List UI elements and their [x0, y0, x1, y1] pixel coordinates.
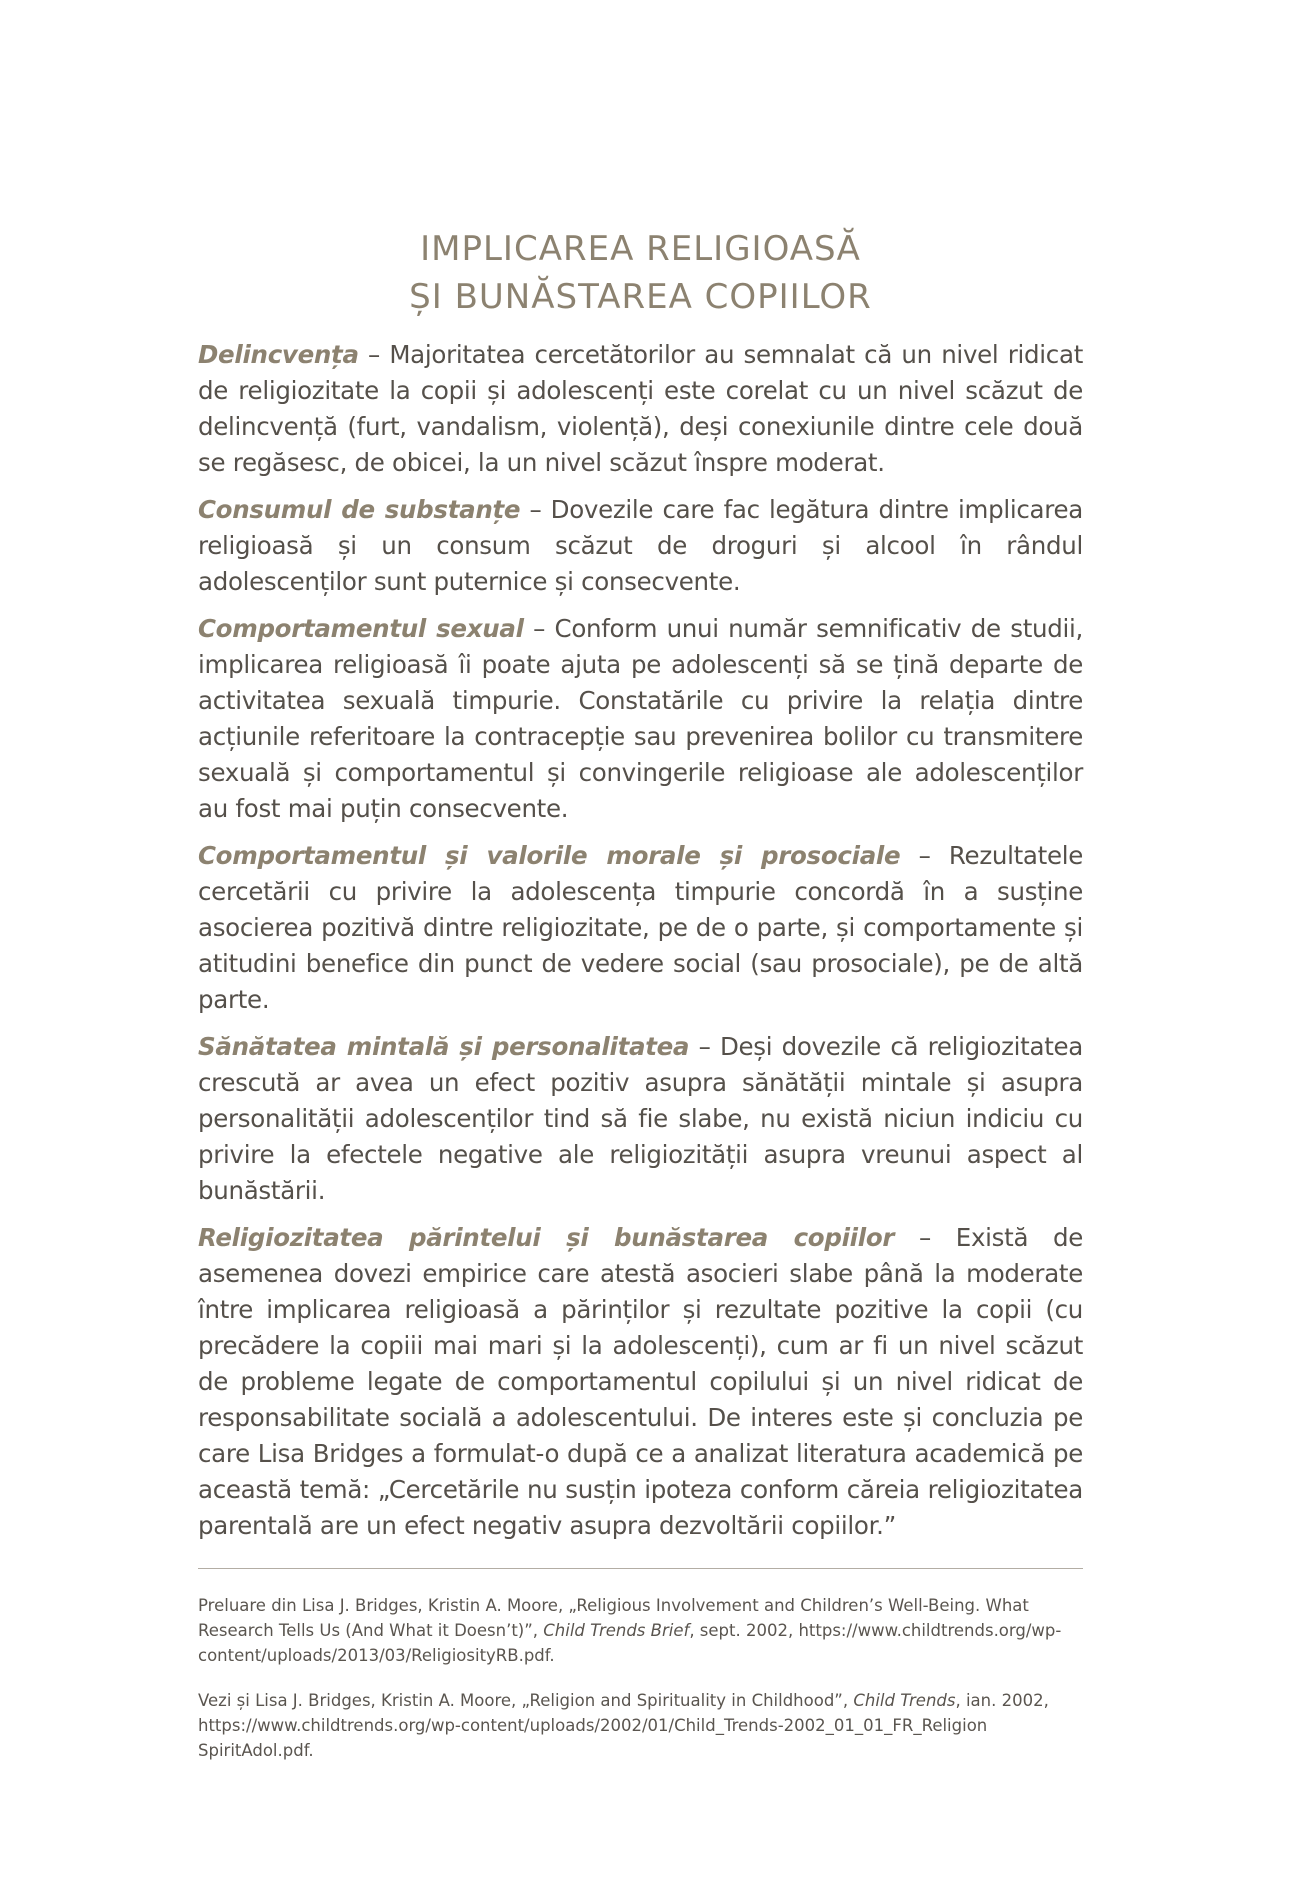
footnote-source [198, 1593, 1083, 1668]
section-text: – Rezultatele cercetării cu privire la adolescența timpurie concordă în a susține asocierea pozitivă dintre religiozitate, pe de o parte, și comportamente și atitudini benefice din punct de vedere social (sau prosociale), pe de altă parte. [198, 841, 1083, 1014]
section-text: – Conform unui număr semnificativ de studii, implicarea religioasă îi poate ajuta pe adolescenți să se țină departe de activitatea sexuală timpurie. Constatările cu privire la relația dintre acțiunile referitoare la contracepție sau prevenirea bolilor cu transmitere sexuală și comportamentul și convingerile religioase ale adolescenților au fost mai puțin consecvente. [198, 614, 1083, 823]
footnote-text: , ian. 2002, https://www.childtrends.org/wp-content/uploads/2002/01/Child_Trends-2002_01_01_FR_Religion SpiritAdol.pdf. [198, 1691, 1049, 1760]
footnote-text: , sept. 2002, https://www.childtrends.org/wp-content/uploads/2013/03/ReligiosityRB.pdf. [198, 1621, 1062, 1665]
section-term: Religiozitatea părintelui și bunăstarea copiilor [198, 1223, 895, 1252]
section-term: Consumul de substanțe [198, 495, 521, 524]
title-line-2: ȘI BUNĂSTAREA COPIILOR [409, 277, 872, 317]
section-sexual-behavior [198, 611, 1083, 827]
page-content [198, 225, 1083, 1783]
section-term: Sănătatea mintală și personalitatea [198, 1032, 690, 1061]
section-term: Comportamentul sexual [198, 614, 524, 643]
footnote-divider [198, 1568, 1083, 1569]
section-text: – Majoritatea cercetătorilor au semnalat că un nivel ridicat de religiozitate la copii și adolescenți este corelat cu un nivel scăzut de delincvență (furt, vandalism, violență), deși conexiunile dintre cele două se regăsesc, de obicei, la un nivel scăzut înspre moderat. [198, 340, 1083, 477]
footnote-publication: Child Trends [853, 1691, 956, 1710]
section-text: – Deși dovezile că religiozitatea crescută ar avea un efect pozitiv asupra sănătății mintale și asupra personalității adolescenților tind să fie slabe, nu există niciun indiciu cu privire la efectele negative ale religiozității asupra vreunui aspect al bunăstării. [198, 1032, 1083, 1205]
section-substance-use [198, 492, 1083, 600]
footnote-text: Vezi și Lisa J. Bridges, Kristin A. Moore, „Religion and Spirituality in Childhood”, [198, 1691, 854, 1710]
section-moral-values [198, 838, 1083, 1018]
section-mental-health [198, 1029, 1083, 1209]
section-delinquency [198, 337, 1083, 481]
page-title [198, 225, 1083, 321]
section-text: – Există de asemenea dovezi empirice care atestă asocieri slabe până la moderate între implicarea religioasă a părinților și rezultate pozitive la copii (cu precădere la copiii mai mari și la adolescenți), cum ar fi un nivel scăzut de probleme legate de comportamentul copilului și un nivel ridicat de responsabilitate socială a adolescentului. De interes este și concluzia pe care Lisa Bridges a formulat-o după ce a analizat literatura academică pe această temă: „Cercetările nu susțin ipoteza conform căreia religiozitatea parentală are un efect negativ asupra dezvoltării copiilor.” [198, 1223, 1084, 1540]
footnote-text: Preluare din Lisa J. Bridges, Kristin A. Moore, „Religious Involvement and Children’s Well-Being. What Research Tells Us (And What it Doesn’t)”, [198, 1596, 1029, 1640]
section-text: – Dovezile care fac legătura dintre implicarea religioasă și un consum scăzut de droguri și alcool în rândul adolescenților sunt puternice și consecvente. [198, 495, 1083, 596]
title-line-1: IMPLICAREA RELIGIOASĂ [420, 229, 861, 269]
section-term: Comportamentul și valorile morale și prosociale [198, 841, 901, 870]
footnote-see-also [198, 1688, 1083, 1763]
section-parental-religiosity [198, 1220, 1083, 1544]
footnote-publication: Child Trends Brief [543, 1621, 690, 1640]
section-term: Delincvența [198, 340, 359, 369]
